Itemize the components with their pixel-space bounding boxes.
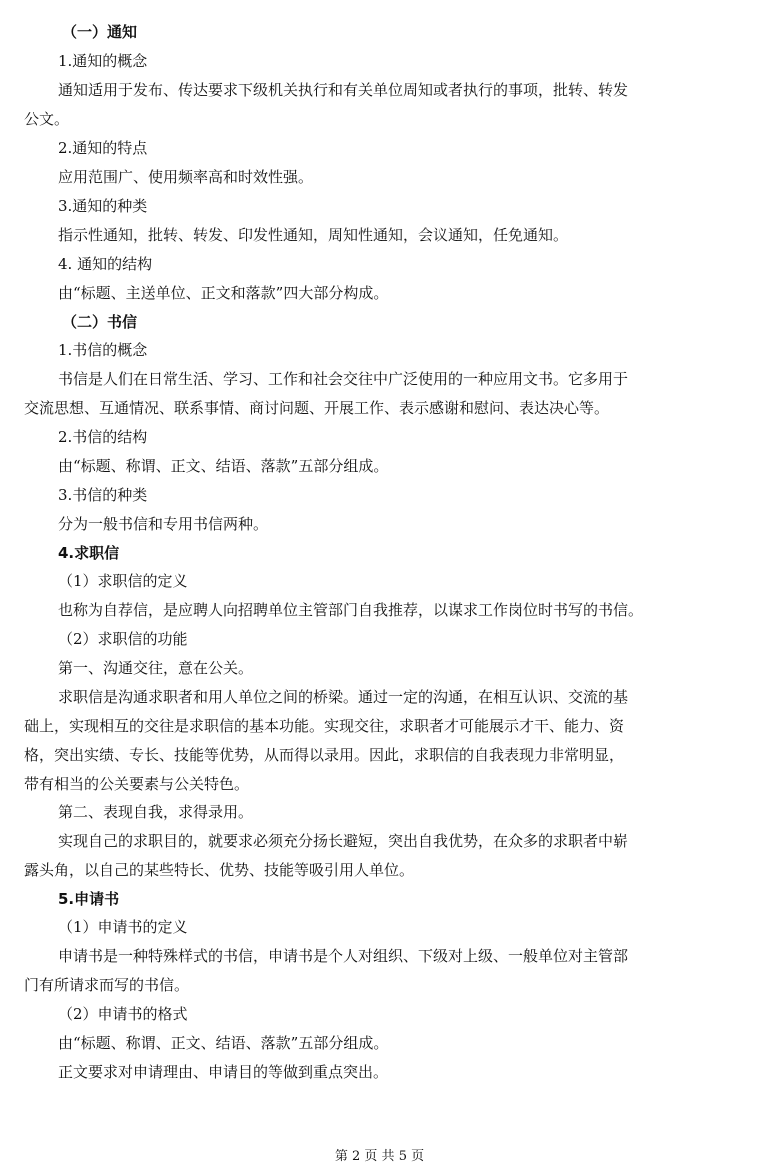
- paragraph-line: 求职信是沟通求职者和用人单位之间的桥梁。通过一定的沟通，在相互认识、交流的基: [58, 688, 629, 706]
- paragraph-line: 第一、沟通交往，意在公关。: [58, 659, 254, 677]
- paragraph-line: 书信是人们在日常生活、学习、工作和社会交往中广泛使用的一种应用文书。它多用于: [58, 370, 629, 388]
- subheading: 2.书信的结构: [58, 428, 148, 446]
- paragraph-line: 实现自己的求职目的，就要求必须充分扬长避短，突出自我优势，在众多的求职者中崭: [58, 832, 629, 850]
- paragraph-line: 分为一般书信和专用书信两种。: [58, 515, 269, 533]
- paragraph-line: 交流思想、互通情况、联系事情、商讨问题、开展工作、表示感谢和慰问、表达决心等。: [24, 399, 610, 417]
- paragraph-line: 带有相当的公关要素与公关特色。: [24, 775, 250, 793]
- subheading: 1.通知的概念: [58, 52, 148, 70]
- paragraph-line: 础上，实现相互的交往是求职信的基本功能。实现交往，求职者才可能展示才干、能力、资: [24, 717, 625, 735]
- page-number: 第 2 页 共 5 页: [334, 1149, 425, 1164]
- section-heading: 5.申请书: [58, 890, 120, 908]
- paragraph-line: 由“标题、主送单位、正文和落款”四大部分构成。: [58, 284, 389, 302]
- paragraph-line: 应用范围广、使用频率高和时效性强。: [58, 168, 314, 186]
- subheading: （2）申请书的格式: [58, 1005, 188, 1023]
- paragraph-line: 正文要求对申请理由、申请目的等做到重点突出。: [58, 1063, 389, 1081]
- paragraph-line: 格，突出实绩、专长、技能等优势，从而得以录用。因此，求职信的自我表现力非常明显，: [24, 746, 625, 764]
- paragraph-line: 指示性通知，批转、转发、印发性通知，周知性通知，会议通知，任免通知。: [58, 226, 569, 244]
- subheading: （1）申请书的定义: [58, 918, 188, 936]
- subheading: 3.通知的种类: [58, 197, 148, 215]
- paragraph-line: 露头角，以自己的某些特长、优势、技能等吸引用人单位。: [24, 861, 415, 879]
- section-heading: （二）书信: [62, 313, 138, 331]
- paragraph-line: 也称为自荐信，是应聘人向招聘单位主管部门自我推荐，以谋求工作岗位时书写的书信。: [58, 601, 644, 619]
- subheading: 2.通知的特点: [58, 139, 148, 157]
- subheading: 3.书信的种类: [58, 486, 148, 504]
- section-heading: 4.求职信: [58, 544, 120, 562]
- paragraph-line: 通知适用于发布、传达要求下级机关执行和有关单位周知或者执行的事项，批转、转发: [58, 81, 629, 99]
- section-heading: （一）通知: [62, 23, 138, 41]
- paragraph-line: 公文。: [24, 110, 70, 128]
- subheading: （2）求职信的功能: [58, 630, 188, 648]
- paragraph-line: 申请书是一种特殊样式的书信，申请书是个人对组织、下级对上级、一般单位对主管部: [58, 947, 629, 965]
- paragraph-line: 由“标题、称谓、正文、结语、落款”五部分组成。: [58, 1034, 389, 1052]
- paragraph-line: 门有所请求而写的书信。: [24, 976, 190, 994]
- subheading: 4. 通知的结构: [58, 255, 153, 273]
- subheading: 1.书信的概念: [58, 341, 148, 359]
- subheading: （1）求职信的定义: [58, 572, 188, 590]
- paragraph-line: 由“标题、称谓、正文、结语、落款”五部分组成。: [58, 457, 389, 475]
- paragraph-line: 第二、表现自我，求得录用。: [58, 803, 254, 821]
